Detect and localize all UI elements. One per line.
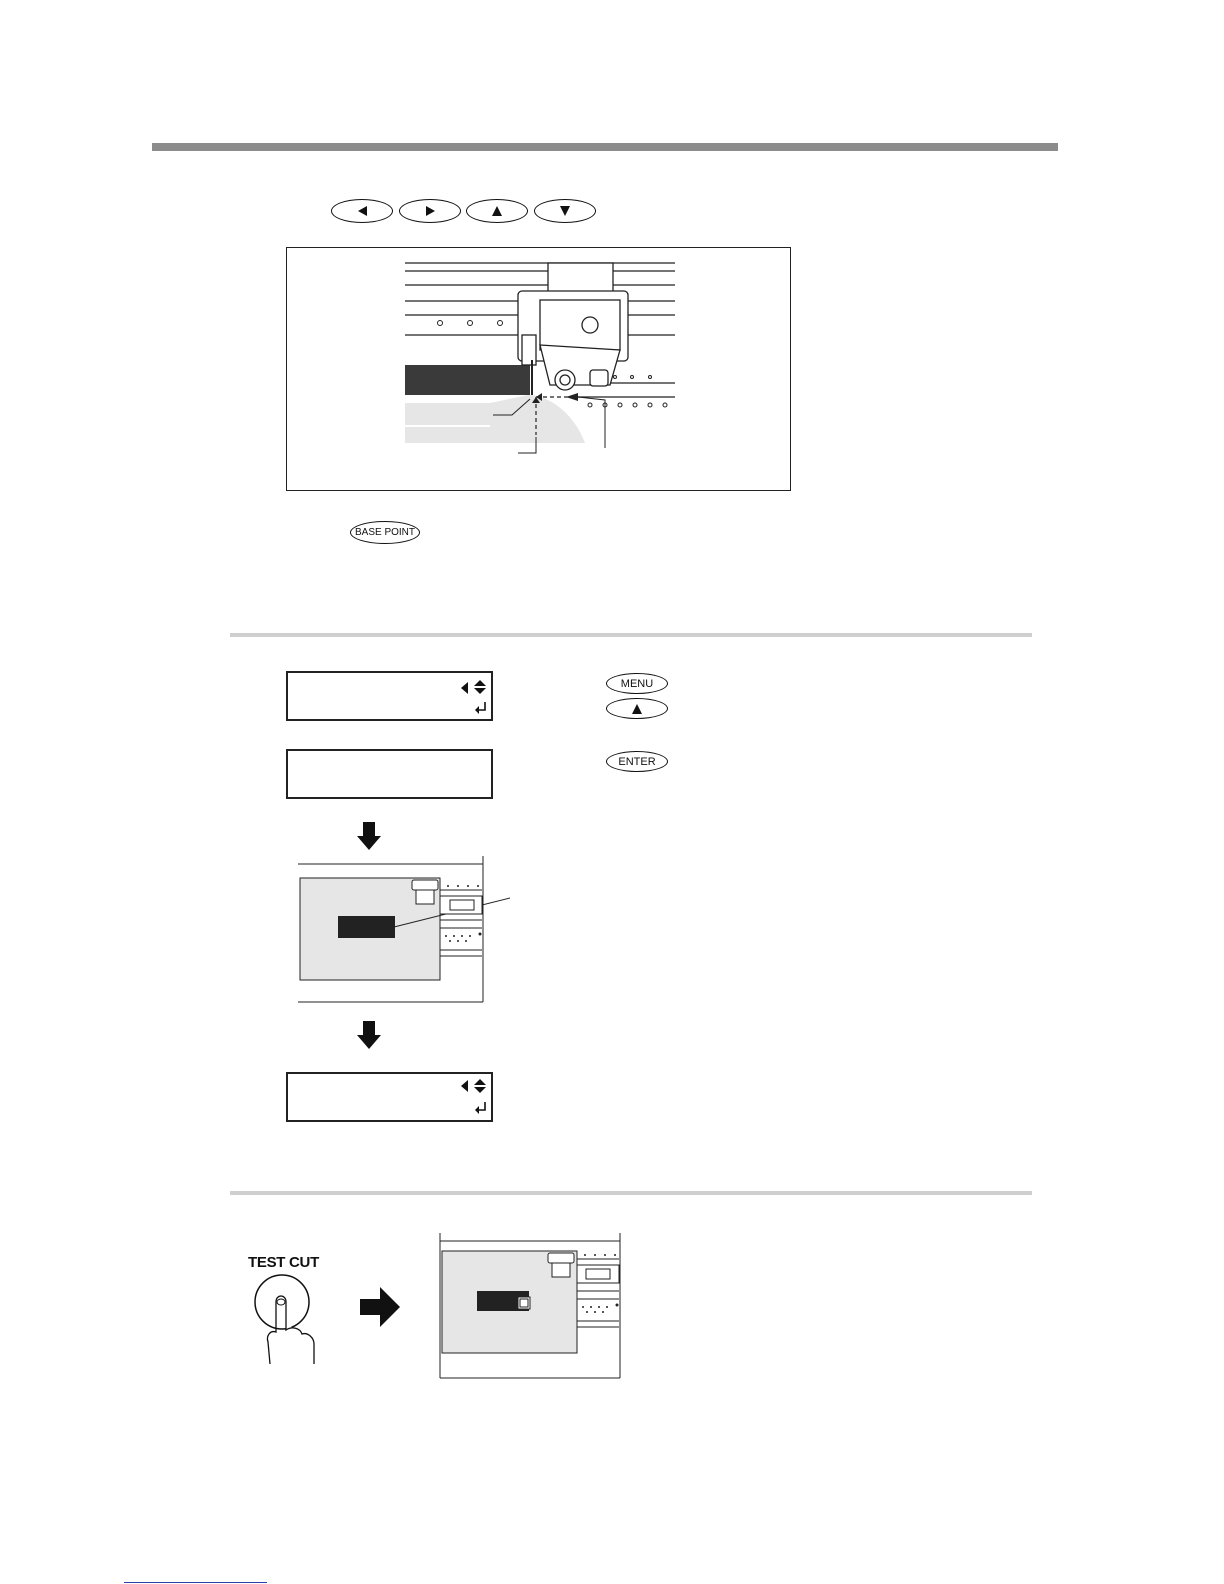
carriage-illustration: [400, 255, 700, 465]
up-down-icon: [473, 679, 487, 695]
right-arrow-icon: [424, 205, 436, 217]
down-arrow-icon: [559, 205, 571, 217]
test-cut-label: TEST CUT: [248, 1254, 319, 1271]
up-down-icon: [473, 1078, 487, 1094]
left-arrow-icon: [356, 205, 368, 217]
menu-key-label: MENU: [620, 677, 654, 690]
base-point-key-label: BASE POINT: [354, 527, 415, 538]
enter-return-icon: [474, 1101, 488, 1115]
machine-test-cut-illustration: [440, 1233, 625, 1381]
section-divider: [230, 1191, 1032, 1195]
left-triangle-icon: [460, 1079, 470, 1093]
down-flow-arrow-icon: [357, 1021, 381, 1049]
left-triangle-icon: [460, 681, 470, 695]
pressing-finger-icon: [248, 1270, 328, 1370]
down-arrow-key: [534, 199, 596, 223]
lcd-display-confirm: [286, 749, 493, 799]
section-divider: [230, 633, 1032, 637]
lcd-display-menu: [286, 671, 493, 721]
menu-key: [606, 673, 668, 694]
up-arrow-key: [466, 199, 528, 223]
footer-link-underline[interactable]: [124, 1582, 267, 1583]
up-key: [606, 698, 668, 719]
enter-key: [606, 751, 668, 772]
right-flow-arrow-icon: [360, 1287, 400, 1327]
up-arrow-icon: [631, 703, 643, 715]
down-flow-arrow-icon: [357, 822, 381, 850]
base-point-key: [350, 521, 420, 544]
enter-return-icon: [474, 701, 488, 715]
up-arrow-icon: [491, 205, 503, 217]
lcd-display-result: [286, 1072, 493, 1122]
left-arrow-key: [331, 199, 393, 223]
machine-detail-illustration: [298, 856, 513, 1004]
enter-key-label: ENTER: [618, 755, 656, 768]
right-arrow-key: [399, 199, 461, 223]
header-bar: [152, 143, 1058, 151]
